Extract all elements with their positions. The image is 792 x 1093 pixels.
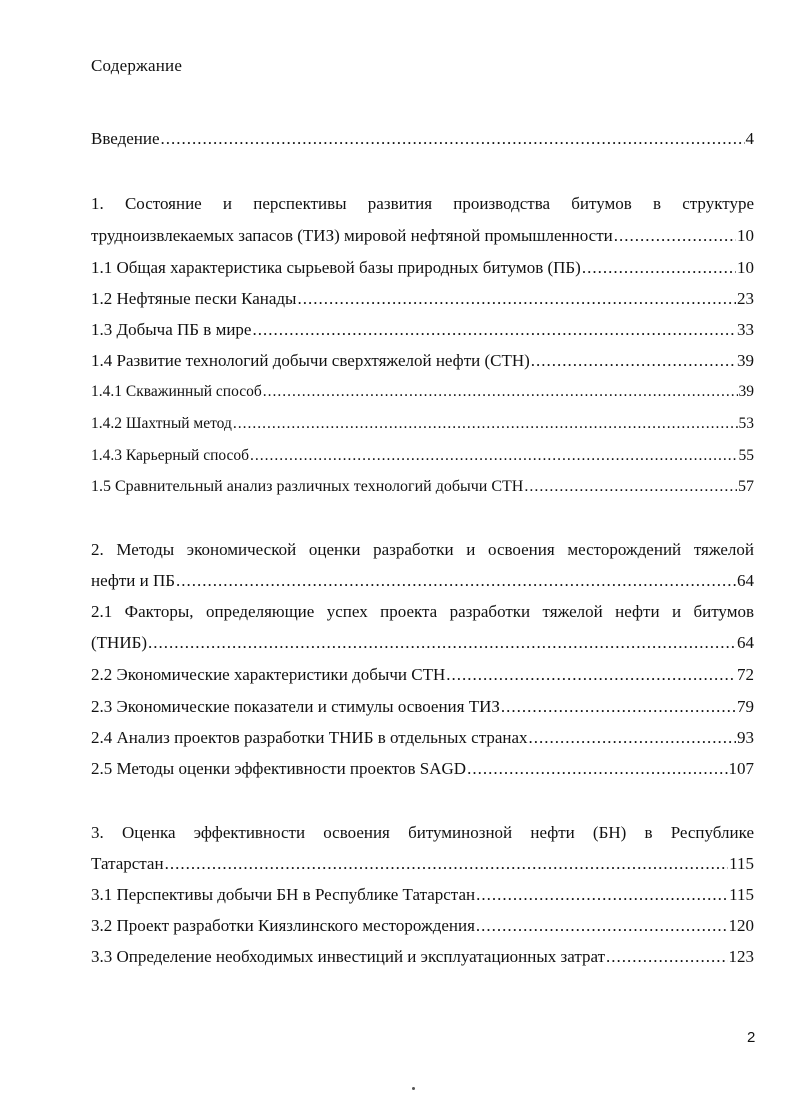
toc-entry-page: 115 [729,854,754,873]
toc-entry-text: 2.4 Анализ проектов разработки ТНИБ в отдельных странах [91,728,528,747]
page-number: 2 [747,1029,756,1046]
toc-entry [91,947,754,967]
toc-entry-page: 120 [728,916,754,935]
toc-entry [91,885,754,905]
toc-entry-page: 33 [737,320,754,339]
toc-leader [531,351,736,371]
toc-leader [501,697,736,717]
toc-leader [176,571,736,591]
toc-leader [250,446,737,466]
toc-entry-page: 64 [737,633,754,652]
toc-entry-page: 53 [738,415,754,432]
toc-entry-text: трудноизвлекаемых запасов (ТИЗ) мировой нефтяной промышленности [91,226,613,245]
toc-entry-page: 115 [729,885,754,904]
toc-entry [91,854,754,874]
toc-leader [161,129,745,149]
toc-entry-page: 79 [737,697,754,716]
toc-leader [476,885,728,905]
toc-entry-page: 72 [737,665,754,684]
toc-leader [148,633,736,653]
toc-entry-text: 3.2 Проект разработки Киязлинского месторождения [91,916,475,935]
toc-entry [91,351,754,371]
toc-entry-text: (ТНИБ) [91,633,148,652]
toc-entry-page: 39 [738,383,754,400]
toc-entry [91,320,754,340]
toc-leader [165,854,729,874]
toc-entry-page: 39 [737,351,754,370]
toc-title: Содержание [91,56,183,75]
toc-entry [91,289,754,309]
toc-entry-text: 1.4 Развитие технологий добычи сверхтяжелой нефти (СТН) [91,351,530,370]
toc-entry [91,728,754,748]
toc-entry-page: 10 [737,258,754,277]
toc-entry-text: 1.1 Общая характеристика сырьевой базы природных битумов (ПБ) [91,258,581,277]
toc-entry [91,665,754,685]
toc-entry [91,916,754,936]
toc-entry [91,477,754,497]
toc-leader [263,382,738,402]
toc-entry-text: 3.3 Определение необходимых инвестиций и эксплуатационных затрат [91,947,606,966]
toc-entry-text: Введение [91,129,160,148]
toc-leader [233,414,738,434]
toc-entry-heading: 1. Состояние и перспективы развития производства битумов в структуре [91,194,754,213]
toc-entry-text: 2.3 Экономические показатели и стимулы освоения ТИЗ [91,697,500,716]
toc-leader [252,320,736,340]
toc-entry-heading: 2.1 Факторы, определяющие успех проекта разработки тяжелой нефти и битумов [91,602,754,621]
toc-entry-page: 23 [737,289,754,308]
toc-leader [524,477,737,497]
toc-entry-text: 1.2 Нефтяные пески Канады [91,289,297,308]
toc-entry-page: 64 [737,571,754,590]
toc-entry-text: Татарстан [91,854,164,873]
toc-leader [529,728,736,748]
toc-entry-text: 2.2 Экономические характеристики добычи СТН [91,665,446,684]
toc-entry [91,226,754,246]
scan-speck [412,1087,415,1090]
toc-entry-page: 4 [745,129,754,148]
toc-entry-text: 3.1 Перспективы добычи БН в Республике Татарстан [91,885,476,904]
toc-entry [91,414,754,434]
toc-entry-text: 2.5 Методы оценки эффективности проектов SAGD [91,759,467,778]
toc-entry-page: 93 [737,728,754,747]
toc-entry-text: 1.3 Добыча ПБ в мире [91,320,252,339]
toc-leader [476,916,728,936]
toc-leader [467,759,727,779]
toc-leader [614,226,736,246]
toc-entry [91,129,754,149]
toc-entry-heading: 3. Оценка эффективности освоения битуминозной нефти (БН) в Республике [91,823,754,842]
toc-entry [91,697,754,717]
toc-entry-page: 10 [737,226,754,245]
toc-entry [91,759,754,779]
toc-entry-page: 107 [728,759,754,778]
toc-entry-text: нефти и ПБ [91,571,176,590]
toc-entry [91,446,754,466]
toc-leader [582,258,736,278]
toc-entry [91,633,754,653]
toc-entry-text: 1.4.2 Шахтный метод [91,415,232,432]
toc-entry-text: 1.5 Сравнительный анализ различных технологий добычи СТН [91,478,524,495]
toc-leader [606,947,727,967]
toc-entry-page: 57 [738,478,754,495]
toc-entry-heading: 2. Методы экономической оценки разработки и освоения месторождений тяжелой [91,540,754,559]
toc-entry [91,382,754,402]
toc-entry-page: 123 [728,947,754,966]
toc-entry [91,258,754,278]
toc-leader [446,665,736,685]
toc-entry-text: 1.4.1 Скважинный способ [91,383,262,400]
toc-entry-text: 1.4.3 Карьерный способ [91,447,250,464]
toc-entry-page: 55 [738,447,754,464]
toc-entry [91,571,754,591]
toc-leader [297,289,736,309]
